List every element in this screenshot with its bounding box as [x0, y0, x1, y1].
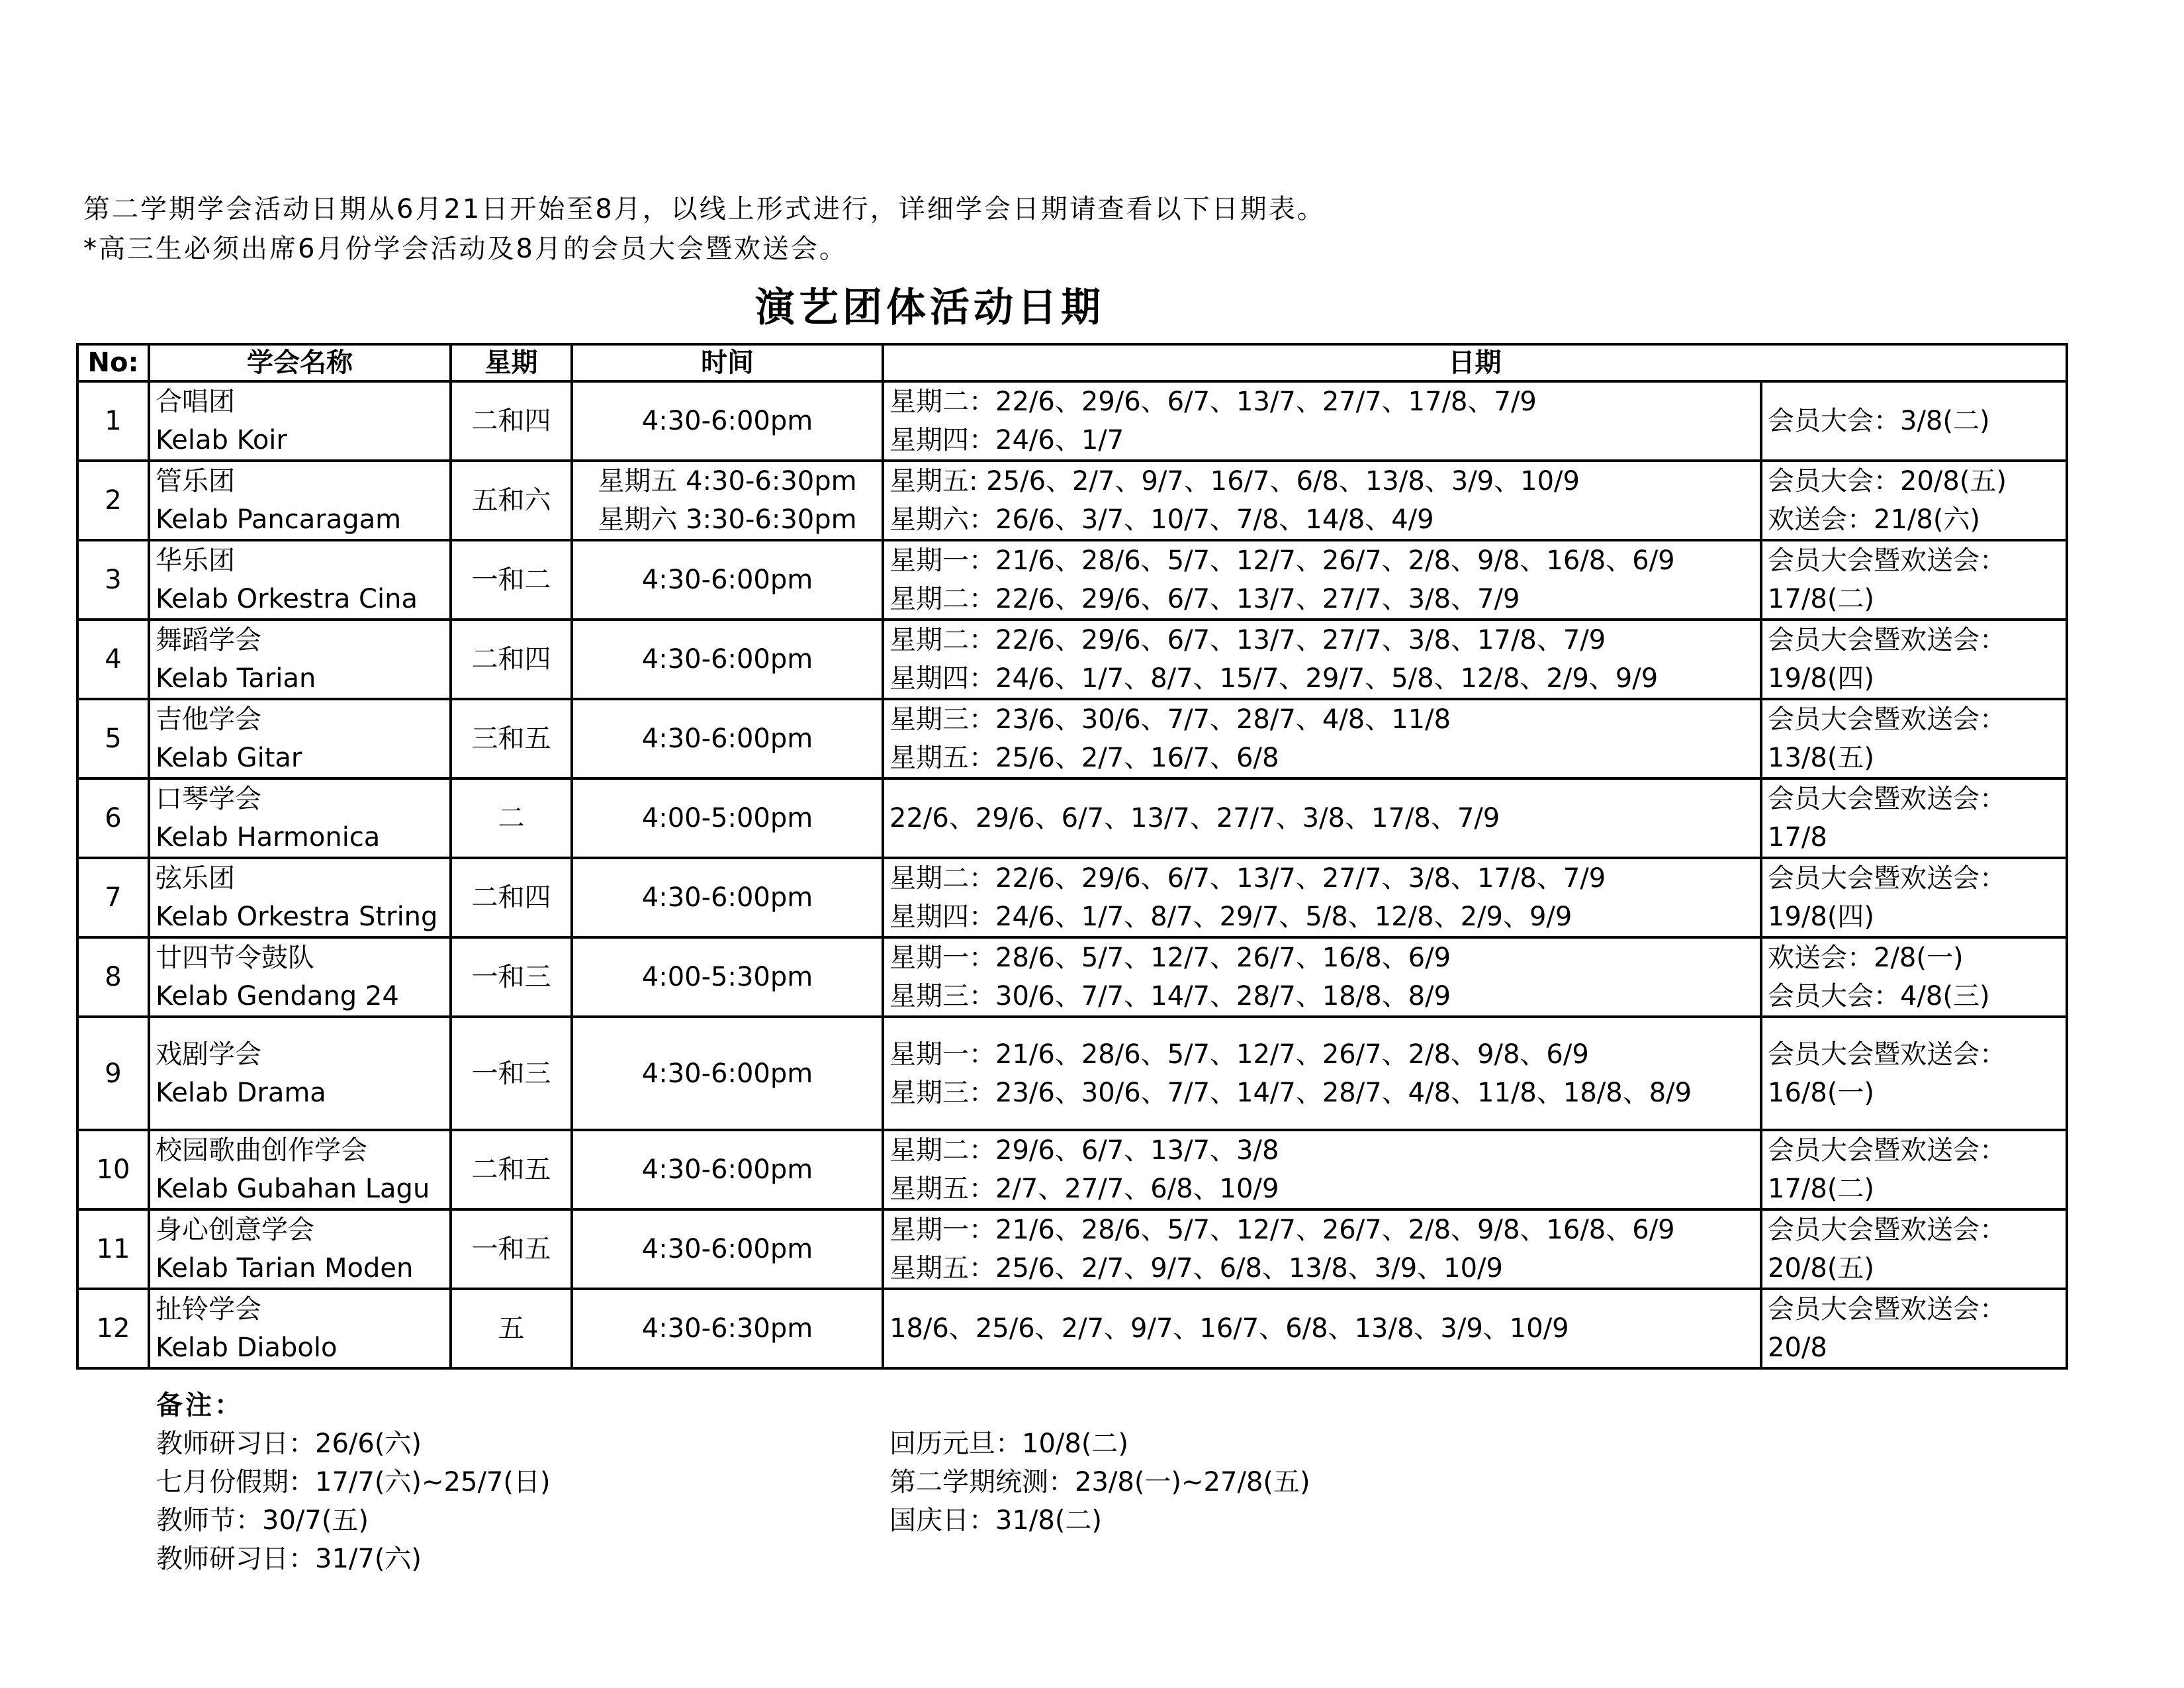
assembly-line: 会员大会：4/8(三)	[1768, 981, 1990, 1011]
dates-line: 星期二：22/6、29/6、6/7、13/7、27/7、17/8、7/9	[889, 387, 1537, 417]
table-row	[77, 1017, 2067, 1130]
notes-right-column	[889, 1425, 1310, 1540]
club-name-chinese: 弦乐团	[156, 863, 235, 894]
header-weekday: 星期	[451, 344, 572, 381]
club-name-malay: Kelab Koir	[156, 425, 287, 455]
assembly-line: 20/8	[1768, 1333, 1827, 1363]
dates-line: 星期二：22/6、29/6、6/7、13/7、27/7、3/8、17/8、7/9	[889, 625, 1606, 655]
note-item: 教师研习日：26/6(六)	[156, 1429, 422, 1459]
club-name-cell	[149, 540, 451, 620]
row-number: 7	[77, 858, 149, 937]
time-line: 4:30-6:00pm	[641, 1058, 813, 1089]
intro-line-1: 第二学期学会活动日期从6月21日开始至8月，以线上形式进行，详细学会日期请查看以下日期表。	[83, 194, 1326, 224]
note-item: 国庆日：31/8(二)	[889, 1505, 1103, 1536]
assembly-cell	[1761, 1017, 2067, 1130]
assembly-line: 会员大会暨欢送会：	[1768, 1039, 2006, 1070]
club-name-chinese: 舞蹈学会	[156, 625, 261, 655]
table-row	[77, 620, 2067, 699]
club-name-cell	[149, 937, 451, 1017]
time-line: 4:30-6:00pm	[641, 1154, 813, 1185]
club-name-chinese: 合唱团	[156, 387, 235, 417]
assembly-line: 13/8(五)	[1768, 743, 1875, 773]
row-number: 3	[77, 540, 149, 620]
table-row	[77, 699, 2067, 778]
club-name-malay: Kelab Gitar	[156, 743, 302, 773]
weekday-cell: 二和四	[451, 620, 572, 699]
dates-line: 星期四：24/6、1/7	[889, 425, 1124, 455]
assembly-line: 17/8(二)	[1768, 1174, 1875, 1204]
table-header-row	[77, 344, 2067, 381]
club-name-cell	[149, 858, 451, 937]
weekday-cell: 一和三	[451, 937, 572, 1017]
dates-line: 星期五：25/6、2/7、9/7、6/8、13/8、3/9、10/9	[889, 1253, 1503, 1284]
assembly-cell	[1761, 699, 2067, 778]
time-cell	[572, 778, 883, 858]
table-row	[77, 1130, 2067, 1209]
header-date: 日期	[883, 344, 2067, 381]
club-name-cell	[149, 461, 451, 540]
weekday-cell: 五和六	[451, 461, 572, 540]
dates-line: 星期五：25/6、2/7、16/7、6/8	[889, 743, 1279, 773]
assembly-line: 会员大会：3/8(二)	[1768, 406, 1990, 436]
club-name-malay: Kelab Gubahan Lagu	[156, 1174, 430, 1204]
time-cell	[572, 937, 883, 1017]
dates-cell	[883, 699, 1761, 778]
time-cell	[572, 1209, 883, 1289]
dates-cell	[883, 1130, 1761, 1209]
time-line: 4:00-5:00pm	[641, 803, 813, 833]
table-row	[77, 1209, 2067, 1289]
dates-cell	[883, 620, 1761, 699]
club-name-chinese: 身心创意学会	[156, 1215, 314, 1245]
note-item: 七月份假期：17/7(六)~25/7(日)	[156, 1467, 551, 1497]
dates-line: 星期三：23/6、30/6、7/7、14/7、28/7、4/8、11/8、18/8、8/9	[889, 1077, 1692, 1108]
club-name-malay: Kelab Tarian Moden	[156, 1253, 414, 1284]
time-line: 4:30-6:00pm	[641, 1234, 813, 1264]
assembly-line: 19/8(四)	[1768, 663, 1875, 694]
dates-line: 星期六：26/6、3/7、10/7、7/8、14/8、4/9	[889, 504, 1434, 535]
time-cell	[572, 858, 883, 937]
dates-line: 星期二：22/6、29/6、6/7、13/7、27/7、3/8、17/8、7/9	[889, 863, 1606, 894]
dates-line: 星期一：28/6、5/7、12/7、26/7、16/8、6/9	[889, 943, 1451, 973]
time-line: 4:30-6:00pm	[641, 644, 813, 675]
dates-line: 星期三：30/6、7/7、14/7、28/7、18/8、8/9	[889, 981, 1451, 1011]
club-name-malay: Kelab Tarian	[156, 663, 316, 694]
assembly-line: 会员大会暨欢送会：	[1768, 1294, 2006, 1325]
assembly-line: 会员大会暨欢送会：	[1768, 545, 2006, 576]
time-cell	[572, 620, 883, 699]
weekday-cell: 二和四	[451, 858, 572, 937]
assembly-cell	[1761, 1130, 2067, 1209]
weekday-cell: 二和四	[451, 381, 572, 461]
notes-columns	[156, 1425, 1745, 1583]
notes	[156, 1386, 1745, 1583]
note-item: 回历元旦：10/8(二)	[889, 1429, 1129, 1459]
weekday-cell: 三和五	[451, 699, 572, 778]
table-row	[77, 540, 2067, 620]
club-name-cell	[149, 1289, 451, 1368]
club-name-malay: Kelab Orkestra String	[156, 902, 438, 932]
notes-title: 备注：	[156, 1390, 244, 1421]
dates-line: 星期三：23/6、30/6、7/7、28/7、4/8、11/8	[889, 704, 1451, 735]
assembly-cell	[1761, 540, 2067, 620]
dates-line: 星期一：21/6、28/6、5/7、12/7、26/7、2/8、9/8、16/8、6/9	[889, 545, 1675, 576]
dates-cell	[883, 858, 1761, 937]
club-name-cell	[149, 381, 451, 461]
club-name-chinese: 管乐团	[156, 466, 235, 496]
row-number: 9	[77, 1017, 149, 1130]
club-name-cell	[149, 699, 451, 778]
row-number: 4	[77, 620, 149, 699]
weekday-cell: 二和五	[451, 1130, 572, 1209]
assembly-line: 欢送会：21/8(六)	[1768, 504, 1981, 535]
club-name-cell	[149, 778, 451, 858]
table-row	[77, 778, 2067, 858]
dates-line: 星期五：2/7、27/7、6/8、10/9	[889, 1174, 1279, 1204]
time-line: 星期五 4:30-6:30pm	[598, 466, 857, 496]
dates-cell	[883, 778, 1761, 858]
row-number: 1	[77, 381, 149, 461]
note-item: 教师节：30/7(五)	[156, 1505, 369, 1536]
club-name-malay: Kelab Drama	[156, 1077, 326, 1108]
time-line: 4:30-6:00pm	[641, 406, 813, 436]
weekday-cell: 一和三	[451, 1017, 572, 1130]
weekday-cell: 一和二	[451, 540, 572, 620]
weekday-cell: 二	[451, 778, 572, 858]
club-name-cell	[149, 1209, 451, 1289]
assembly-line: 19/8(四)	[1768, 902, 1875, 932]
intro	[83, 189, 2003, 269]
dates-cell	[883, 1209, 1761, 1289]
assembly-line: 会员大会：20/8(五)	[1768, 466, 2007, 496]
table-row	[77, 461, 2067, 540]
time-line: 星期六 3:30-6:30pm	[598, 504, 857, 535]
time-line: 4:30-6:00pm	[641, 724, 813, 754]
club-name-chinese: 华乐团	[156, 545, 235, 576]
row-number: 8	[77, 937, 149, 1017]
club-name-cell	[149, 620, 451, 699]
row-number: 12	[77, 1289, 149, 1368]
dates-line: 22/6、29/6、6/7、13/7、27/7、3/8、17/8、7/9	[889, 803, 1500, 833]
time-cell	[572, 699, 883, 778]
table-row	[77, 858, 2067, 937]
club-name-malay: Kelab Diabolo	[156, 1333, 338, 1363]
assembly-line: 会员大会暨欢送会：	[1768, 784, 2006, 814]
time-line: 4:30-6:30pm	[641, 1313, 813, 1344]
dates-cell	[883, 540, 1761, 620]
time-cell	[572, 461, 883, 540]
dates-line: 星期一：21/6、28/6、5/7、12/7、26/7、2/8、9/8、6/9	[889, 1039, 1589, 1070]
time-line: 4:30-6:00pm	[641, 882, 813, 913]
row-number: 5	[77, 699, 149, 778]
schedule-table	[76, 343, 2068, 1370]
table-body	[77, 381, 2067, 1368]
club-name-cell	[149, 1017, 451, 1130]
assembly-cell	[1761, 937, 2067, 1017]
club-name-malay: Kelab Pancaragam	[156, 504, 402, 535]
row-number: 10	[77, 1130, 149, 1209]
header-club-name: 学会名称	[149, 344, 451, 381]
club-name-chinese: 廿四节令鼓队	[156, 943, 314, 973]
dates-line: 星期五: 25/6、2/7、9/7、16/7、6/8、13/8、3/9、10/9	[889, 466, 1580, 496]
assembly-line: 会员大会暨欢送会：	[1768, 704, 2006, 735]
weekday-cell: 五	[451, 1289, 572, 1368]
dates-line: 星期四：24/6、1/7、8/7、15/7、29/7、5/8、12/8、2/9、9/9	[889, 663, 1659, 694]
dates-cell	[883, 937, 1761, 1017]
assembly-cell	[1761, 1289, 2067, 1368]
dates-cell	[883, 381, 1761, 461]
weekday-cell: 一和五	[451, 1209, 572, 1289]
dates-line: 星期四：24/6、1/7、8/7、29/7、5/8、12/8、2/9、9/9	[889, 902, 1572, 932]
dates-cell	[883, 461, 1761, 540]
note-item: 教师研习日：31/7(六)	[156, 1544, 422, 1574]
assembly-line: 会员大会暨欢送会：	[1768, 625, 2006, 655]
time-line: 4:30-6:00pm	[641, 565, 813, 595]
assembly-cell	[1761, 620, 2067, 699]
dates-line: 星期二：22/6、29/6、6/7、13/7、27/7、3/8、7/9	[889, 584, 1520, 614]
time-cell	[572, 1289, 883, 1368]
assembly-cell	[1761, 381, 2067, 461]
header-no: No:	[77, 344, 149, 381]
assembly-line: 17/8	[1768, 822, 1827, 853]
club-name-chinese: 扯铃学会	[156, 1294, 261, 1325]
assembly-line: 16/8(一)	[1768, 1077, 1875, 1108]
table-row	[77, 1289, 2067, 1368]
assembly-line: 17/8(二)	[1768, 584, 1875, 614]
note-item: 第二学期统测：23/8(一)~27/8(五)	[889, 1467, 1310, 1497]
notes-left-column	[156, 1425, 551, 1578]
club-name-chinese: 戏剧学会	[156, 1039, 261, 1070]
table-row	[77, 381, 2067, 461]
club-name-chinese: 吉他学会	[156, 704, 261, 735]
dates-line: 星期二：29/6、6/7、13/7、3/8	[889, 1135, 1279, 1166]
assembly-line: 会员大会暨欢送会：	[1768, 863, 2006, 894]
assembly-line: 会员大会暨欢送会：	[1768, 1135, 2006, 1166]
club-name-chinese: 口琴学会	[156, 784, 261, 814]
dates-line: 18/6、25/6、2/7、9/7、16/7、6/8、13/8、3/9、10/9	[889, 1313, 1569, 1344]
assembly-line: 20/8(五)	[1768, 1253, 1875, 1284]
assembly-cell	[1761, 1209, 2067, 1289]
header-time: 时间	[572, 344, 883, 381]
assembly-line: 欢送会：2/8(一)	[1768, 943, 1964, 973]
time-line: 4:00-5:30pm	[641, 962, 813, 992]
time-cell	[572, 381, 883, 461]
assembly-line: 会员大会暨欢送会：	[1768, 1215, 2006, 1245]
time-cell	[572, 1130, 883, 1209]
assembly-cell	[1761, 461, 2067, 540]
dates-cell	[883, 1017, 1761, 1130]
row-number: 11	[77, 1209, 149, 1289]
club-name-chinese: 校园歌曲创作学会	[156, 1135, 367, 1166]
assembly-cell	[1761, 858, 2067, 937]
dates-line: 星期一：21/6、28/6、5/7、12/7、26/7、2/8、9/8、16/8、6/9	[889, 1215, 1675, 1245]
club-name-malay: Kelab Orkestra Cina	[156, 584, 418, 614]
time-cell	[572, 1017, 883, 1130]
row-number: 6	[77, 778, 149, 858]
club-name-malay: Kelab Gendang 24	[156, 981, 399, 1011]
assembly-cell	[1761, 778, 2067, 858]
time-cell	[572, 540, 883, 620]
club-name-cell	[149, 1130, 451, 1209]
page-title: 演艺团体活动日期	[755, 285, 1105, 331]
dates-cell	[883, 1289, 1761, 1368]
intro-line-2: *高三生必须出席6月份学会活动及8月的会员大会暨欢送会。	[83, 234, 848, 264]
club-name-malay: Kelab Harmonica	[156, 822, 381, 853]
table-row	[77, 937, 2067, 1017]
row-number: 2	[77, 461, 149, 540]
